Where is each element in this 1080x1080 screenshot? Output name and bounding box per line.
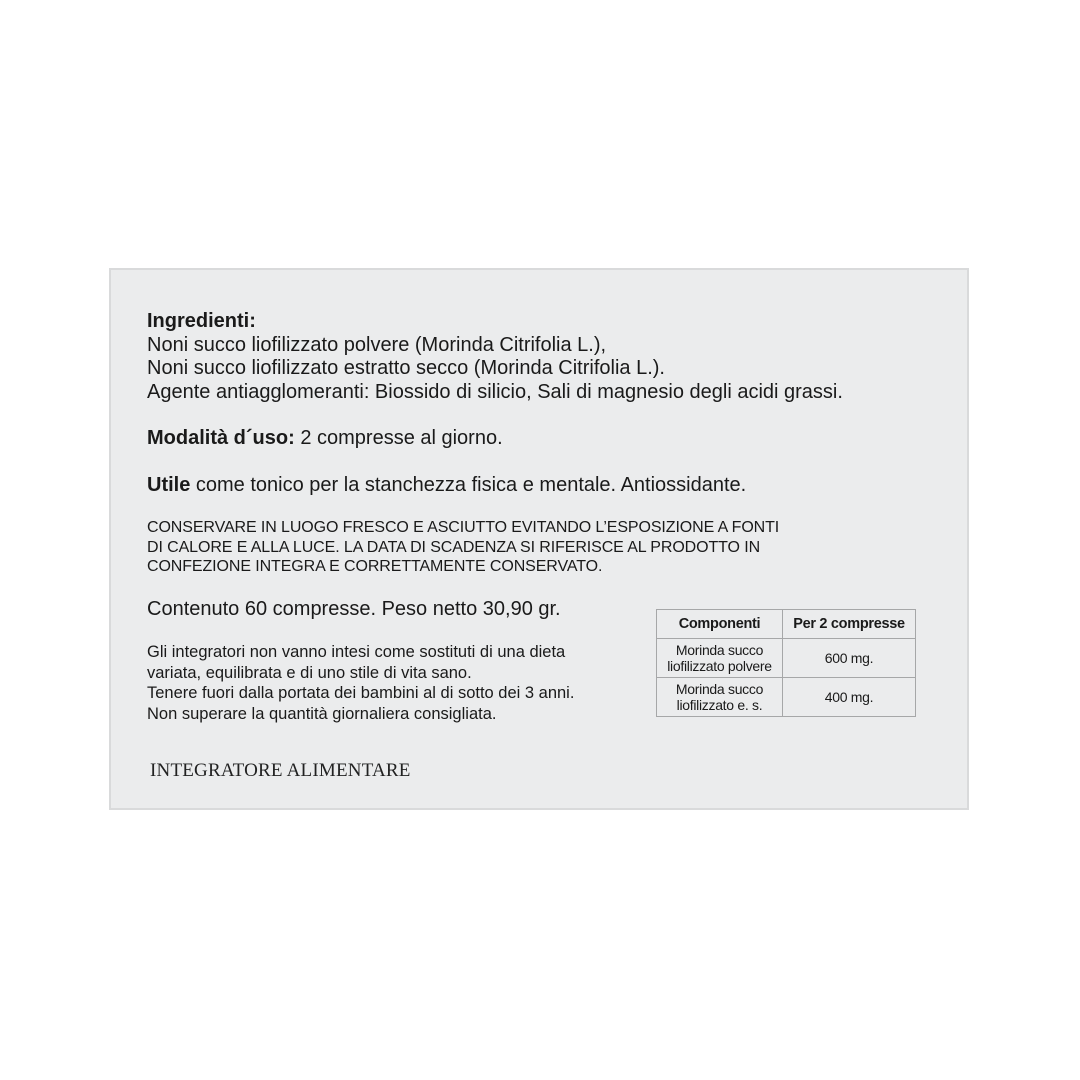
net-contents: Contenuto 60 compresse. Peso netto 30,90 gr. — [147, 598, 561, 620]
usage-text: 2 compresse al giorno. — [294, 427, 503, 449]
ingredient-line: Noni succo liofilizzato polvere (Morinda Citrifolia L.), — [147, 333, 607, 356]
warning-line: Non superare la quantità giornaliera consigliata. — [147, 704, 497, 723]
component-cell — [657, 678, 783, 717]
amount-cell: 600 mg. — [783, 639, 916, 678]
warning-line: Gli integratori non vanno intesi come sostituti di una dieta — [147, 643, 566, 661]
component-name-line: liofilizzato e. s. — [676, 697, 763, 713]
component-name-line: Morinda succo — [675, 681, 764, 697]
warning-line: Tenere fuori dalla portata dei bambini al di sotto dei 3 anni. — [147, 684, 575, 702]
components-table — [656, 609, 916, 717]
table-header-amount: Per 2 compresse — [783, 610, 916, 639]
table-row — [657, 678, 916, 717]
amount-cell: 400 mg. — [783, 678, 916, 717]
usage-label: Modalità d´uso: — [147, 427, 295, 449]
table-header-row — [657, 610, 916, 639]
product-category-footer: INTEGRATORE ALIMENTARE — [150, 760, 411, 781]
ingredient-line: Noni succo liofilizzato estratto secco (Morinda Citrifolia L.). — [147, 357, 665, 379]
storage-line: DI CALORE E ALLA LUCE. LA DATA DI SCADENZA SI RIFERISCE AL PRODOTTO IN — [147, 538, 761, 556]
utility-text: come tonico per la stanchezza fisica e mentale. Antiossidante. — [190, 473, 747, 496]
storage-line: CONFEZIONE INTEGRA E CORRETTAMENTE CONSERVATO. — [147, 558, 603, 575]
product-label-panel — [109, 268, 969, 810]
component-name-line: Morinda succo — [675, 642, 764, 658]
component-name-line: liofilizzato polvere — [667, 658, 772, 674]
label-text-block — [147, 310, 947, 577]
table-header-components: Componenti — [657, 610, 783, 639]
usage-instructions — [147, 427, 947, 451]
utility-label: Utile — [147, 473, 191, 496]
utility-statement — [147, 474, 947, 498]
ingredient-line: Agente antiagglomeranti: Biossido di silicio, Sali di magnesio degli acidi grassi. — [147, 380, 843, 403]
table-row — [657, 639, 916, 678]
warnings-block — [147, 642, 647, 724]
storage-line: CONSERVARE IN LUOGO FRESCO E ASCIUTTO EVITANDO L’ESPOSIZIONE A FONTI — [147, 519, 780, 536]
warning-line: variata, equilibrata e di uno stile di vita sano. — [147, 663, 472, 682]
component-cell — [657, 639, 783, 678]
ingredients-heading: Ingredienti: — [147, 310, 256, 332]
